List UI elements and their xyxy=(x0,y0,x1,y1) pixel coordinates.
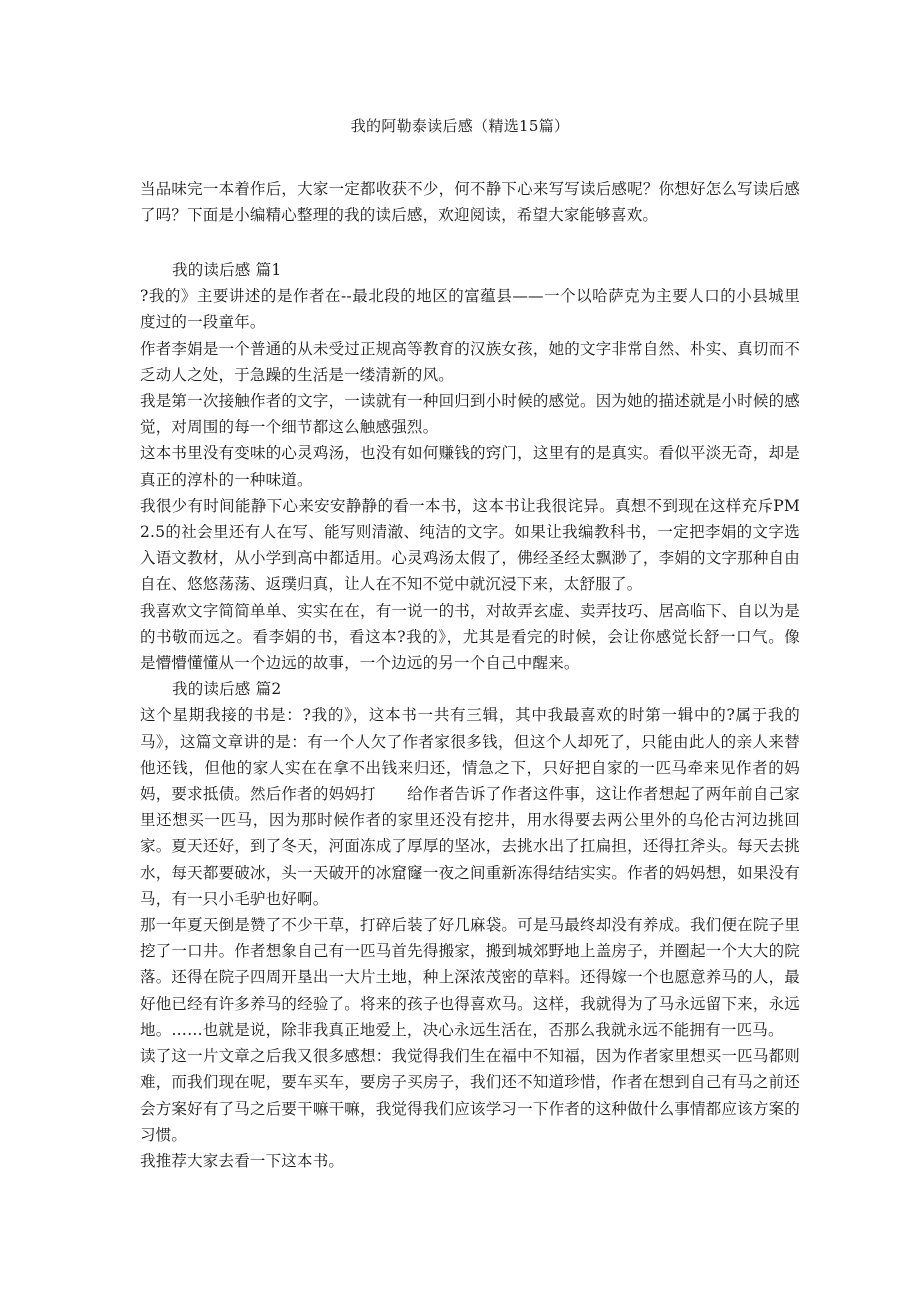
paragraph: 这本书里没有变味的心灵鸡汤，也没有如何赚钱的窍门，这里有的是真实。看似平淡无奇，却是真正的淳朴的一种味道。 xyxy=(140,444,800,489)
paragraph: ?我的》主要讲述的是作者在--最北段的地区的富蕴县——一个以哈萨克为主要人口的小县城里度过的一段童年。 xyxy=(140,287,800,332)
article-body xyxy=(140,257,800,1174)
paragraph: 我喜欢文字简简单单、实实在在，有一说一的书，对故弄玄虚、卖弄技巧、居高临下、自以为是的书敬而远之。看李娟的书，看这本?我的》，尤其是看完的时候，会让你感觉长舒一口气。像是懵懵懂懂从一个边远的故事，一个边远的另一个自己中醒来。 xyxy=(140,601,800,673)
paragraph: 这个星期我接的书是：?我的》，这本书一共有三辑，其中我最喜欢的时第一辑中的?属于我的马》，这篇文章讲的是：有一个人欠了作者家很多钱，但这个人却死了，只能由此人的亲人来替他还钱，但他的家人实在在拿不出钱来归还，情急之下，只好把自家的一匹马牵来见作者的妈妈，要求抵债。然后作者的妈妈打 给作者告诉了作者这件事，这让作者想起了两年前自己家里还想买一匹马，因为那时候作者的家里还没有挖井，用水得要去两公里外的乌伦古河边挑回家。夏天还好，到了冬天，河面冻成了厚厚的坚冰，去挑水出了扛扁担，还得扛斧头。每天去挑水，每天都要破冰，头一天破开的冰窟窿一夜之间重新冻得结结实实。作者的妈妈想，如果没有马，有一只小毛驴也好啊。 xyxy=(140,706,800,908)
document-title: 我的阿勒泰读后感（精选15篇） xyxy=(350,117,570,135)
paragraph: 作者李娟是一个普通的从未受过正规高等教育的汉族女孩，她的文字非常自然、朴实、真切而不乏动人之处，于急躁的生活是一缕清新的风。 xyxy=(140,339,800,384)
paragraph: 我是第一次接触作者的文字，一读就有一种回归到小时候的感觉。因为她的描述就是小时候的感觉，对周围的每一个细节都这么触感强烈。 xyxy=(140,392,800,437)
section-heading-2: 我的读后感 篇2 xyxy=(172,680,282,699)
paragraph: 我推荐大家去看一下这本书。 xyxy=(140,1151,345,1170)
intro-block xyxy=(140,176,800,228)
intro-paragraph: 当品味完一本着作后，大家一定都收获不少，何不静下心来写写读后感呢？你想好怎么写读后感了吗？下面是小编精心整理的我的读后感，欢迎阅读，希望大家能够喜欢。 xyxy=(140,180,800,225)
paragraph: 那一年夏天倒是赞了不少干草，打碎后装了好几麻袋。可是马最终却没有养成。我们便在院子里挖了一口井。作者想象自己有一匹马首先得搬家，搬到城郊野地上盖房子，并圈起一个大大的院落。还得在院子四周开垦出一大片土地，种上深浓茂密的草料。还得嫁一个也愿意养马的人，最好他已经有许多养马的经验了。将来的孩子也得喜欢马。这样，我就得为了马永远留下来，永远地。……也就是说，除非我真正地爱上，决心永远生活在，否那么我就永远不能拥有一匹马。 xyxy=(140,916,800,1039)
paragraph: 我很少有时间能静下心来安安静静的看一本书，这本书让我很诧异。真想不到现在这样充斥PM2.5的社会里还有人在写、能写则清澈、纯洁的文字。如果让我编教科书，一定把李娟的文字选入语文教材，从小学到高中都适用。心灵鸡汤太假了，佛经圣经太飘渺了，李娟的文字那种自由自在、悠悠荡荡、返璞归真，让人在不知不觉中就沉浸下来，太舒服了。 xyxy=(140,496,800,594)
section-heading-1: 我的读后感 篇1 xyxy=(172,261,282,279)
paragraph: 读了这一片文章之后我又很多感想：我觉得我们生在福中不知福，因为作者家里想买一匹马都则难，而我们现在呢，要车买车，要房子买房子，我们还不知道珍惜，作者在想到自己有马之前还会方案好有了马之后要干嘛干嘛，我觉得我们应该学习一下作者的这种做什么事情都应该方案的习惯。 xyxy=(140,1047,800,1144)
